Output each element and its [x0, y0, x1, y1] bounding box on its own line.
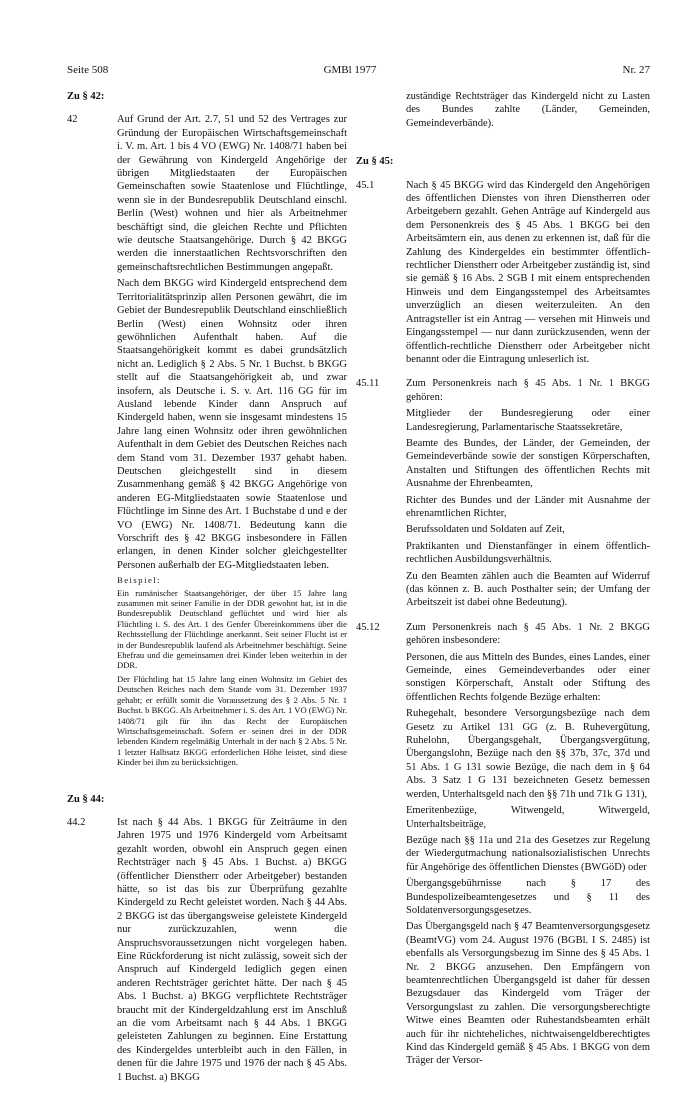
example-label: Beispiel:	[117, 575, 162, 586]
paragraph-42	[67, 113, 347, 770]
body-text: Auf Grund der Art. 2.7, 51 und 52 des Vertrages zur Gründung der Europäischen Wirtschaftsgemeinschaft i. V. m. Art. 1 bis 4 VO (EWG) Nr. 1408/71 haben bei der Gewährung von Kindergeld Angehörige der übrigen Mitgliedstaaten der Europäischen Gemeinschaften sowie Staatenlose und Flüchtlinge, wenn sie in der Bundesrepublik Deutschland einschl. Berlin (West) wohnen und hier als Arbeitnehmer beschäftigt sind, die gleichen Rechte und Pflichten wie deutsche Staatsangehörige. Durch § 42 BKGG werden die innerstaatlichen Rechtsvorschriften den gemeinschaftsrechtlichen Bestimmungen angepaßt.	[117, 114, 347, 273]
body-text: Das Übergangsgeld nach § 47 Beamtenversorgungsgesetz (BeamtVG) vom 24. August 1976 (BGBl. I S. 2485) ist ebenfalls als Versorgungsbezug im Sinne des § 45 Abs. 1 Nr. 2 BKGG anzusehen. Den Empfängern von beamtenrechtlichen Übergangsgeld ist daher für dessen Bezugsdauer das Kindergeld vom Träger der Versorgungslast zu zahlen. Die versorgungsberechtigte Witwe eines Beamten oder Ruhestandsbeamten erhält auch für ihr nichteheliches, nichtwaisengeldberechtigtes Kind das Kindergeld gemäß § 45 Abs. 1 BKGG von dem Träger der Versor-	[406, 921, 650, 1067]
paragraph-body	[406, 621, 650, 1071]
issue-number: Nr. 27	[622, 64, 650, 76]
paragraph-body	[117, 816, 347, 1087]
list-item: Ruhegehalt, besondere Versorgungsbezüge nach dem Gesetz zu Artikel 131 GG (z. B. Ruhevergütung, Ruhelohn, Übergangsgehalt, Übergangsvergütung, Übergangslohn, Bezüge nach den §§ 37b, 37c, 37d und 51 Abs. 1 G 131 sowie Bezüge, die nach dem in § 64 Abs. 3 Satz 1 G 131 bezeichneten Gesetz bemessen werden, Unterhaltsgeld nach den §§ 71h und 71k G 131),	[406, 708, 650, 800]
paragraph-body	[406, 179, 650, 370]
example-text: Der Flüchtling hat 15 Jahre lang einen Wohnsitz im Gebiet des Deutschen Reiches nach dem Stande vom 31. Dezember 1937 gehabt; er erfüllt somit die Voraussetzung des § 2 Abs. 5 Nr. 1 Buchst. b BKGG. Als Arbeitnehmer i. S. des Art. 1 VO (EWG) Nr. 1408/71 gilt für ihn das Recht der Europäischen Wirtschaftsgemeinschaft. Sofern er seinen drei in der DDR lebenden Kindern regelmäßig Unterhalt in der nach § 2 Abs. 5 Nr. 1 letzter Halbsatz BKGG erforderlichen Höhe leistet, sind diese Kinder bei ihm zu berücksichtigen.	[117, 673, 347, 768]
paragraph-45-12	[356, 621, 650, 1071]
list-item: Emeritenbezüge, Witwengeld, Witwergeld, Unterhaltsbeiträge,	[406, 805, 650, 830]
list-item: Praktikanten und Dienstanfänger in einem öffentlich-rechtlichen Ausbildungsverhältnis.	[406, 540, 650, 566]
list-item: Richter des Bundes und der Länder mit Ausnahme der ehrenamtlichen Richter,	[406, 494, 650, 519]
section-heading-42: Zu § 42:	[67, 91, 105, 102]
paragraph-number: 42	[67, 114, 78, 126]
journal-title: GMBl 1977	[323, 64, 377, 76]
paragraph-number: 45.1	[356, 179, 375, 191]
body-text: Personen, die aus Mitteln des Bundes, eines Landes, einer Gemeinde, eines Gemeindeverbandes oder einer sonstigen Körperschaft, Anstalt oder Stiftung des öffentlichen Rechts folgende Bezüge erhalten:	[406, 651, 650, 703]
paragraph-body	[406, 90, 650, 133]
paragraph-45-11	[356, 377, 650, 613]
body-text: Nach § 45 BKGG wird das Kindergeld den Angehörigen des öffentlichen Dienstes von ihren Dienstherren oder Arbeitgebern gezahlt. Gehen Anträge auf Kindergeld aus dem Personenkreis des § 45 Abs. 1 BKGG bei den Arbeitsämtern ein, aus denen zu erkennen ist, daß für die Zahlung des Kindergeldes ein bestimmter öffentlich-rechtlicher Dienstherr oder Arbeitgeber zuständig ist, sind sie gemäß § 16 Abs. 2 SGB I mit einem entsprechenden Hinweis und dem Eingangsstempel des Arbeitsamtes unverzüglich an diesen weiterzuleiten. An den Antragsteller ist ein Antrag — versehen mit Hinweis und Eingangsstempel — nur dann zurückzusenden, wenn der öffentlich-rechtliche Dienstherr oder Arbeitgeber nicht benannt oder die Eintragung unleserlich ist.	[406, 179, 650, 365]
example-text: Ein rumänischer Staatsangehöriger, der über 15 Jahre lang zusammen mit seiner Familie in der DDR gewohnt hat, ist in die Bundesrepublik Deutschland geflüchtet und wird hier als Flüchtling i. S. des Art. 1 des Genfer Übereinkommens über die Rechtsstellung der Flüchtlinge anerkannt. Seit seiner Flucht ist er in der Bundesrepublik laufend als Arbeitnehmer beschäftigt. Seine Ehefrau und die gemeinsamen drei Kinder leben weiterhin in der DDR.	[117, 587, 347, 671]
list-item: Bezüge nach §§ 11a und 21a des Gesetzes zur Regelung der Wiedergutmachung nationalsozialistischen Unrechts für Angehörige des öffentlichen Dienstes (BWGöD) oder	[406, 834, 650, 873]
body-text: Zum Personenkreis nach § 45 Abs. 1 Nr. 2 BKGG gehören insbesondere:	[406, 621, 650, 647]
list-item: Mitglieder der Bundesregierung oder einer Landesregierung, Parlamentarische Staatssekretäre,	[406, 408, 650, 433]
page-number: Seite 508	[67, 64, 109, 76]
section-heading-45: Zu § 45:	[356, 156, 394, 168]
list-item: Beamte des Bundes, der Länder, der Gemeinden, der Gemeindeverbände sowie der sonstigen Körperschaften, Anstalten und Stiftungen des öffentlichen Rechts mit Ausnahme der Ehrenbeamten,	[406, 437, 650, 490]
paragraph-number: 44.2	[67, 816, 86, 828]
left-column	[67, 90, 347, 1095]
list-item: Übergangsgebührnisse nach § 17 des Bundespolizeibeamtengesetzes und § 11 des Soldatenversorgungsgesetzes.	[406, 878, 650, 916]
list-item: Berufssoldaten und Soldaten auf Zeit,	[406, 524, 565, 536]
section-heading-44: Zu § 44:	[67, 793, 105, 805]
paragraph-body	[117, 113, 347, 770]
body-text: Zu den Beamten zählen auch die Beamten auf Widerruf (das können z. B. auch Posthalter sein; der Umfang der Arbeitszeit ist dabei ohne Bedeutung).	[406, 570, 650, 609]
paragraph-number: 45.11	[356, 378, 380, 390]
right-column	[356, 90, 650, 1079]
continuation-paragraph	[356, 90, 650, 133]
body-text: Zum Personenkreis nach § 45 Abs. 1 Nr. 1 BKGG gehören:	[406, 378, 650, 403]
body-text: Ist nach § 44 Abs. 1 BKGG für Zeiträume in den Jahren 1975 und 1976 Kindergeld vom Arbeitsamt gezahlt worden, obwohl ein Anspruch gegen einen Rechtsträger nach § 45 Abs. 1 Buchst. a) BKGG (öffentlicher Dienstherr oder Arbeitgeber) bestanden hätte, so ist das bis zur Überprüfung gezahlte Kindergeld zu Recht geleistet worden. Nach § 44 Abs. 2 BKGG ist das übergangsweise geleistete Kindergeld nur zurückzuzahlen, wenn die Anspruchsvoraussetzungen nicht vorgelegen haben. Eine Rückforderung ist nicht zulässig, soweit sich der Anspruch auf Kindergeld lediglich gegen einen anderen Rechtsträger gerichtet hätte. Der nach § 45 Abs. 1 Buchst. a) BKGG verpflichtete Rechtsträger braucht mit der Kindergeldzahlung erst im Anschluß an die vom Arbeitsamt nach § 44 Abs. 1 BKGG geleisteten Zahlungen zu beginnen. Eine Erstattung des Kindergeldes unterbleibt auch in den Fällen, in denen für die Jahre 1975 und 1976 der nach § 45 Abs. 1 Buchst. a) BKGG	[117, 816, 347, 1083]
paragraph-number: 45.12	[356, 621, 380, 633]
body-text: Nach dem BKGG wird Kindergeld entsprechend dem Territorialitätsprinzip allen Personen gewährt, die im Gebiet der Bundesrepublik Deutschland einschließlich Berlin (West) einen Wohnsitz oder ihren gewöhnlichen Aufenthalt haben. Auf die Staatsangehörigkeit kommt es dabei grundsätzlich nicht an. Lediglich § 2 Abs. 5 Nr. 1 Buchst. b BKGG stellt auf die Staatsangehörigkeit ab, und zwar insofern, als Deutsche i. S. v. Art. 116 GG für im Ausland lebende Kinder dann Anspruch auf Kindergeld haben, wenn sie insgesamt mindestens 15 Jahre lang einen Wohnsitz oder ihren gewöhnlichen Aufenthalt in dem Gebiet des Deutschen Reiches nach dem Stand vom 31. Dezember 1937 gehabt haben. Deutschen gleichgestellt sind in diesem Zusammenhang gemäß § 42 BKGG Angehörige von anderen EG-Mitgliedstaaten sowie Staatenlose und Flüchtlinge im Sinne des Art. 1 Buchstabe d und e der VO (EWG) Nr. 1408/71. Bedeutung kann die Vorschrift des § 42 BKGG insbesondere in Fällen erlangen, in denen Kinder solcher gleichgestellter Personen außerhalb der EG-Mitgliedstaaten leben.	[117, 278, 347, 571]
body-text: zuständige Rechtsträger das Kindergeld nicht zu Lasten des Bundes zahlte (Länder, Gemeinden, Gemeindeverbände).	[406, 91, 650, 129]
paragraph-body	[406, 377, 650, 613]
paragraph-45-1	[356, 179, 650, 370]
paragraph-44-2	[67, 816, 347, 1087]
